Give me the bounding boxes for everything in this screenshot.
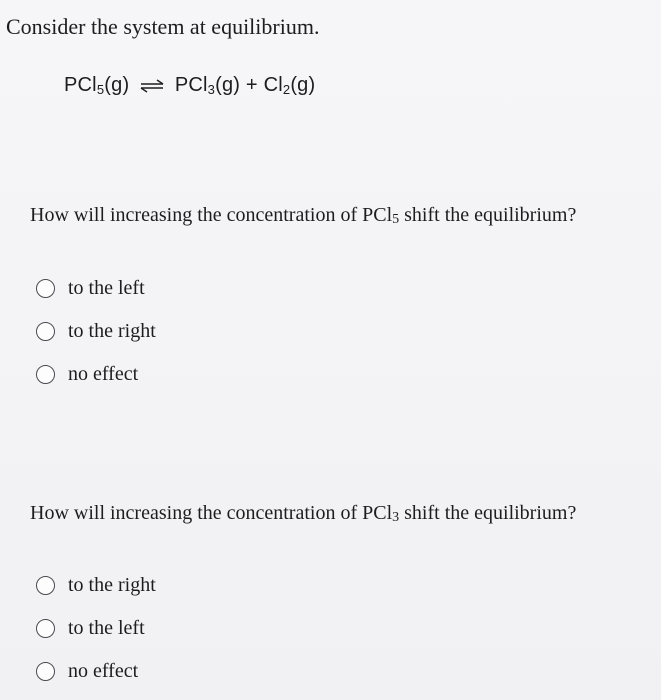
question-1-prefix: How will increasing the concentration of PCl [30,204,393,226]
q1-option-3[interactable] [36,363,138,386]
q2-option-3-label: no effect [68,660,139,682]
q1-option-1-label: to the left [68,277,145,299]
radio-button[interactable] [36,279,55,298]
equilibrium-arrows-icon [139,79,165,93]
product1-subscript: 3 [207,82,216,97]
question-2-text [30,502,576,525]
intro-text: Consider the system at equilibrium. [6,14,320,39]
reactant-formula: PCl [64,74,97,96]
radio-button[interactable] [36,576,55,595]
product2-state: (g) [290,74,316,96]
question-2-suffix: shift the equilibrium? [399,502,577,524]
q1-option-2[interactable] [36,320,156,343]
reactant-state: (g) [104,74,130,96]
question-1-suffix: shift the equilibrium? [399,204,577,226]
radio-button[interactable] [36,619,55,638]
q2-option-3[interactable] [36,660,138,683]
plus-sign: + [245,74,258,96]
q2-option-1[interactable] [36,574,156,597]
q2-option-1-label: to the right [68,574,156,596]
product1-formula: PCl [174,74,208,96]
reactant-subscript: 5 [96,82,105,97]
question-2-prefix: How will increasing the concentration of PCl [30,502,393,524]
question-1-subscript: 5 [392,212,400,227]
reaction-equation [64,74,315,97]
q1-option-3-label: no effect [68,363,139,385]
q2-option-2[interactable] [36,617,145,640]
q2-option-2-label: to the left [68,617,145,639]
question-1-text [30,204,576,227]
radio-button[interactable] [36,365,55,384]
product2-formula: Cl [263,74,283,96]
q1-option-2-label: to the right [68,320,156,342]
product1-state: (g) [215,74,241,96]
product2-subscript: 2 [282,82,291,97]
radio-button[interactable] [36,662,55,681]
question-2-subscript: 3 [392,510,400,525]
q1-option-1[interactable] [36,277,145,300]
radio-button[interactable] [36,322,55,341]
